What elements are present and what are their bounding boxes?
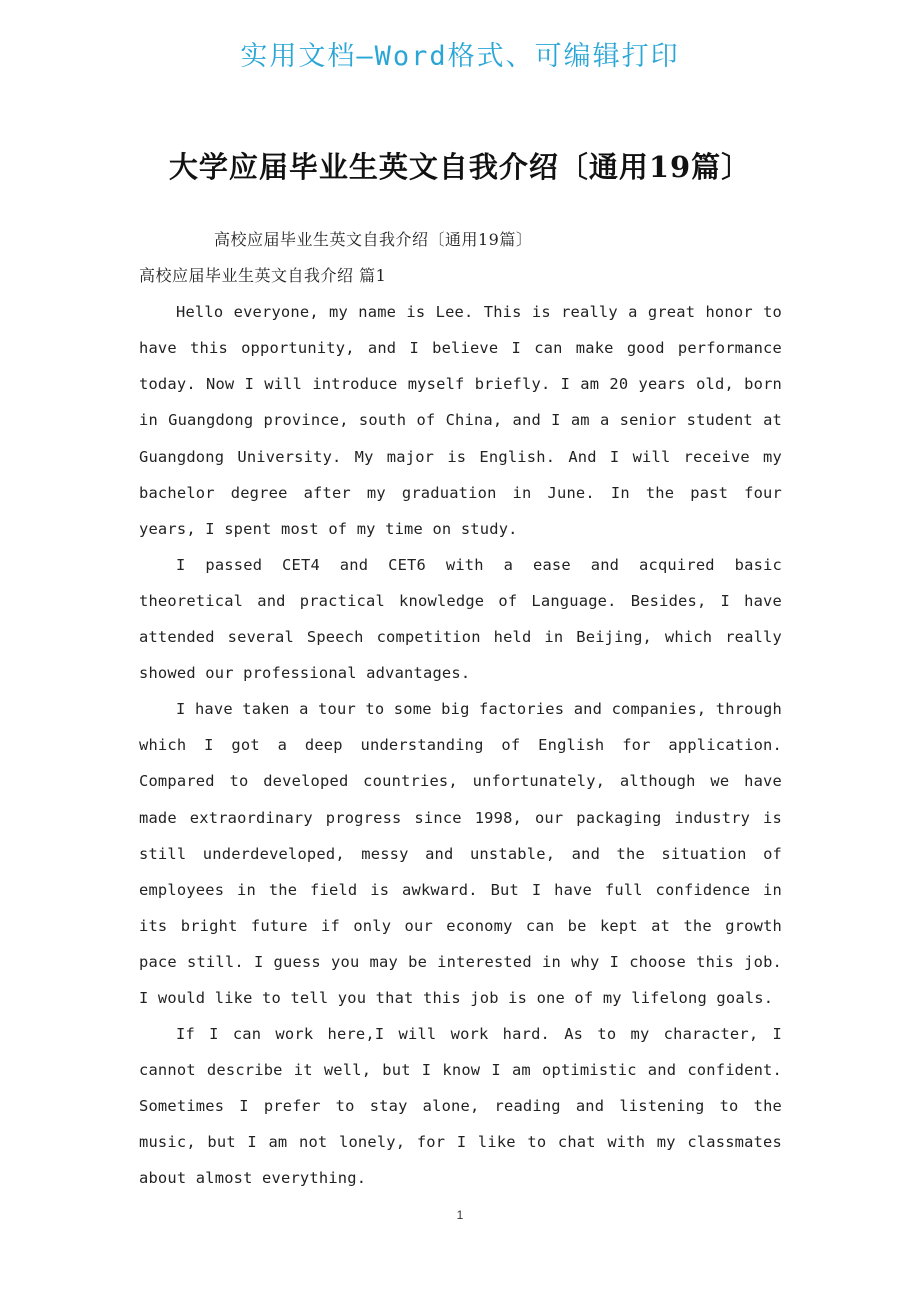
header-banner: 实用文档—Word格式、可编辑打印 — [240, 41, 680, 72]
document-subtitle: 高校应届毕业生英文自我介绍〔通用19篇〕 — [214, 230, 533, 249]
paragraph-3: I have taken a tour to some big factories and companies, through which I got a deep understanding of English for application. Compared to developed countries, unfortunately, although we have made extraordinary progress since 1998, our packaging industry is still underdeveloped, messy and unstable, and the situation of employees in the field is awkward. But I have full confidence in its bright future if only our economy can be kept at the growth pace still. I guess you may be interested in why I choose this job. I would like to tell you that this job is one of my lifelong goals. — [139, 700, 782, 1007]
paragraph-4: If I can work here,I will work hard. As to my character, I cannot describe it well, but I know I am optimistic and confident. Sometimes I prefer to stay alone, reading and listening to the music, but I am not lonely, for I like to chat with my classmates about almost everything. — [139, 1025, 782, 1188]
document-body — [139, 222, 782, 1197]
paragraph-1: Hello everyone, my name is Lee. This is really a great honor to have this opportunity, and I believe I can make good performance today. Now I will introduce myself briefly. I am 20 years old, born in Guangdong province, south of China, and I am a senior student at Guangdong University. My major is English. And I will receive my bachelor degree after my graduation in June. In the past four years, I spent most of my time on study. — [139, 303, 782, 538]
document-title: 大学应届毕业生英文自我介绍〔通用19篇〕 — [168, 150, 752, 184]
paragraph-2: I passed CET4 and CET6 with a ease and acquired basic theoretical and practical knowledge of Language. Besides, I have attended several Speech competition held in Beijing, which really showed our professional advantages. — [139, 555, 782, 683]
page-number: 1 — [456, 1208, 464, 1222]
section-heading: 高校应届毕业生英文自我介绍 篇1 — [139, 266, 387, 286]
